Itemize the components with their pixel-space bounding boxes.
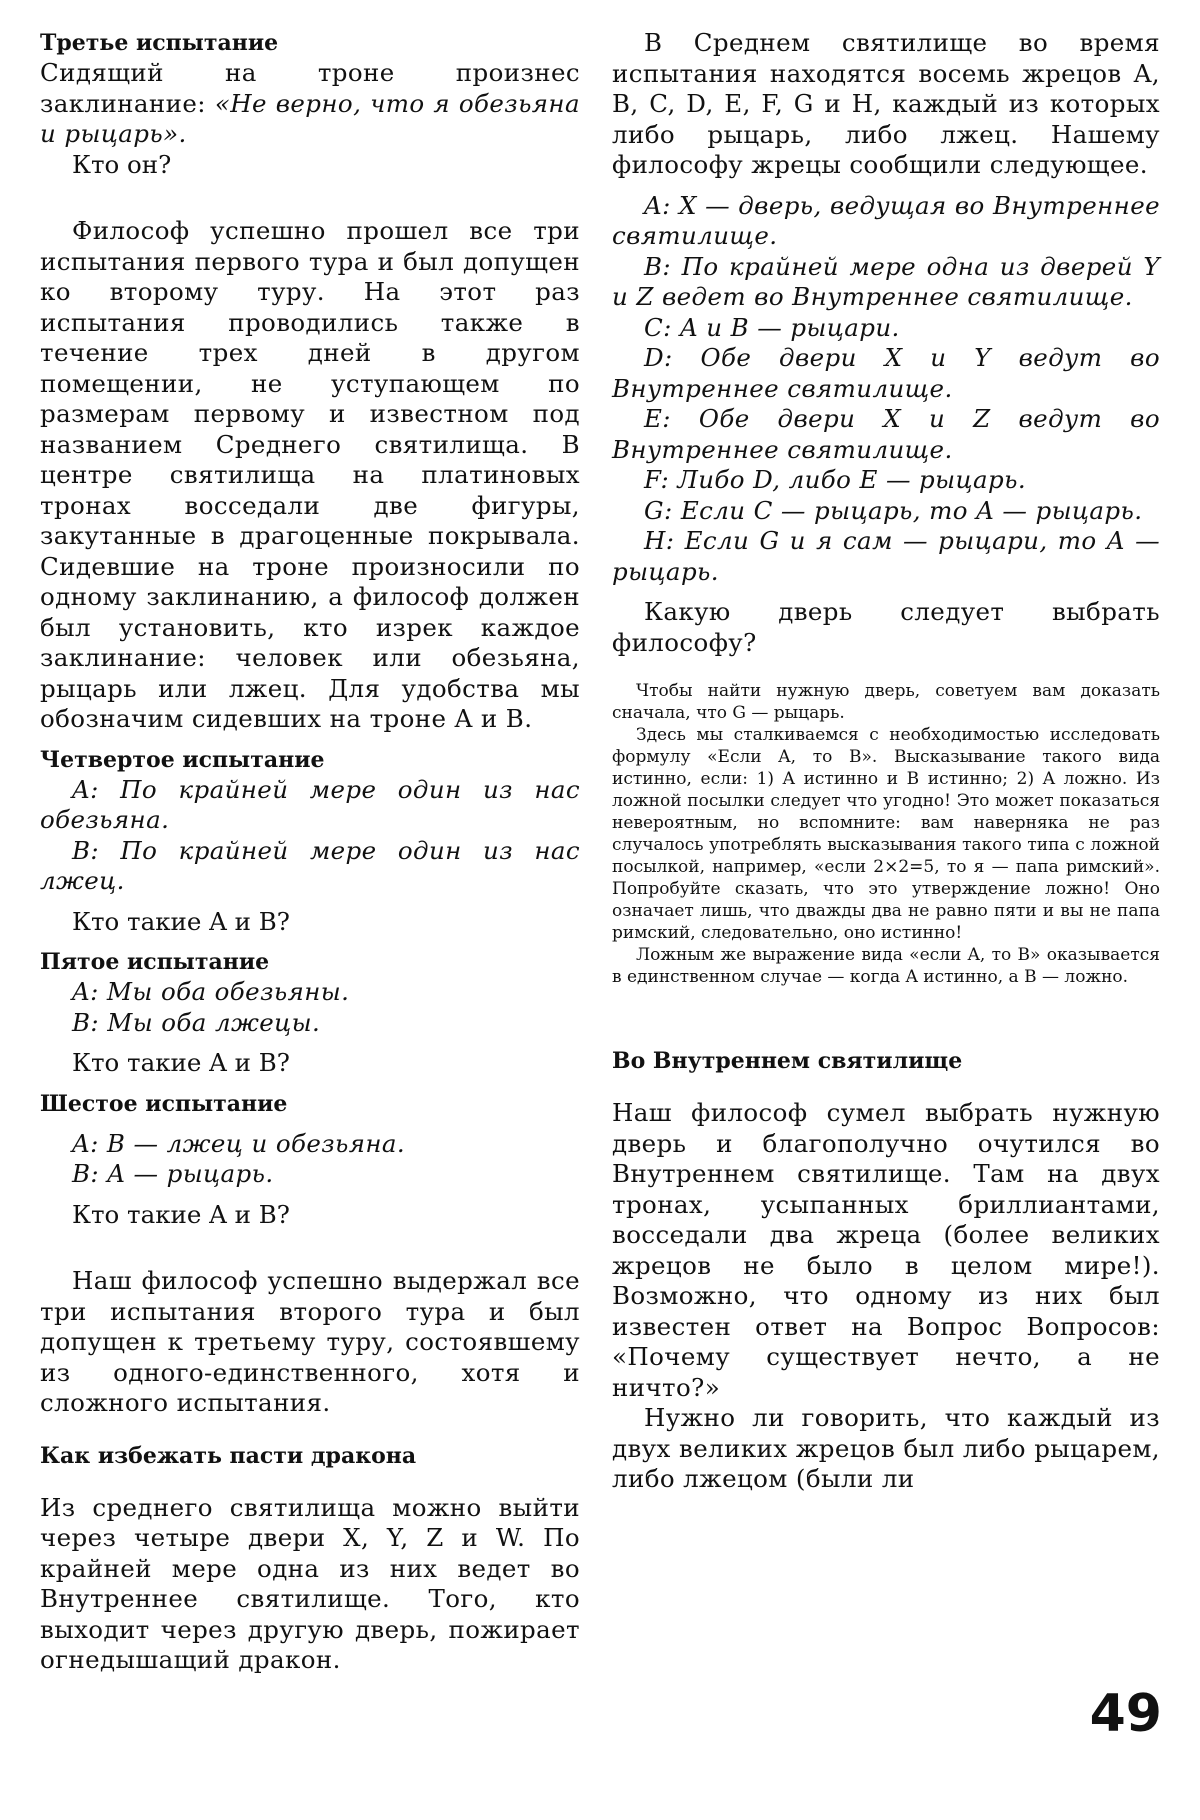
- priest-statements: [612, 191, 1160, 588]
- dragon-text: Из среднего святилища можно выйти через четыре двери X, Y, Z и W. По крайней мере одна из них ведет во Внутреннее святилище. Того, кто выходит через другую дверь, пожирает огнедышащий дракон.: [40, 1492, 580, 1674]
- test6-heading: Шестое испытание: [40, 1090, 288, 1117]
- test3-question: Кто он?: [72, 149, 172, 179]
- test4-statement-a: A: По крайней мере один из нас обезьяна.: [40, 774, 580, 834]
- priest-statement: F: Либо D, либо E — рыцарь.: [644, 465, 1027, 494]
- hint-paragraph: Чтобы найти нужную дверь, советуем вам доказать сначала, что G — рыцарь.: [612, 681, 1160, 723]
- door-question: Какую дверь следует выбрать философу?: [612, 597, 1160, 657]
- priest-statement: C: A и B — рыцари.: [644, 312, 900, 342]
- round2-outro: Наш философ успешно выдержал все три испытания второго тура и был допущен к третьему туру, состоявшему из одного-единственного, хотя и сложного испытания.: [40, 1266, 580, 1417]
- priest-statement: G: Если C — рыцарь, то A — рыцарь.: [644, 495, 1143, 525]
- page-number: 49: [1089, 1684, 1162, 1744]
- left-column: [40, 28, 580, 1676]
- dragon-heading: Как избежать пасти дракона: [40, 1442, 417, 1469]
- priest-statement: B: По крайней мере одна из дверей Y и Z ведет во Внутреннее святилище.: [612, 251, 1160, 311]
- hint-paragraph: Ложным же выражение вида «если A, то B» оказывается в единственном случае — когда A истинно, а B — ложно.: [612, 945, 1160, 987]
- test6-statement-b: B: A — рыцарь.: [72, 1159, 274, 1188]
- test6-question: Кто такие A и B?: [72, 1199, 290, 1229]
- priests-intro: В Среднем святилище во время испытания находятся восемь жрецов A, B, C, D, E, F, G и H, каждый из которых либо рыцарь, либо лжец. Нашему философу жрецы сообщили следующее.: [612, 28, 1160, 179]
- inner-sanctum-p2: Нужно ли говорить, что каждый из двух великих жрецов был либо рыцарем, либо лжецом (были ли: [612, 1403, 1160, 1493]
- test6-statement-a: A: B — лжец и обезьяна.: [72, 1128, 406, 1158]
- test5-question: Кто такие A и B?: [72, 1048, 290, 1077]
- inner-sanctum-heading: Во Внутреннем святилище: [612, 1048, 963, 1074]
- priest-statement: E: Обе двери X и Z ведут во Внутреннее святилище.: [612, 404, 1160, 464]
- priest-statement: A: X — дверь, ведущая во Внутреннее святилище.: [612, 190, 1160, 250]
- hint-paragraph: Здесь мы сталкиваемся с необходимостью исследовать формулу «Если A, то B». Высказывание такого вида истинно, если: 1) A истинно и B истинно; 2) A ложно. Из ложной посылки следует что угодно! Это может показаться невероятным, но вспомните: вам наверняка не раз случалось употреблять высказывания такого типа с ложной посылкой, например, «если 2×2=5, то я — папа римский». Попробуйте сказать, что это утверждение ложно! Оно означает лишь, что дважды два не равно пяти и вы не папа римский, следовательно, оно истинно!: [612, 725, 1160, 943]
- test4-statement-b: B: По крайней мере один из нас лжец.: [40, 835, 580, 895]
- priest-statement: D: Обе двери X и Y ведут во Внутреннее святилище.: [612, 343, 1160, 403]
- test3-heading: Третье испытание: [40, 30, 279, 56]
- test5-statement-a: A: Мы оба обезьяны.: [72, 977, 350, 1006]
- test5-statement-b: B: Мы оба лжецы.: [72, 1007, 321, 1037]
- priest-statement: H: Если G и я сам — рыцари, то A — рыцарь.: [612, 526, 1160, 586]
- inner-sanctum-p1: Наш философ сумел выбрать нужную дверь и благополучно очутился во Внутреннем святилище. Там на двух тронах, усыпанных бриллиантами, восседали два жреца (более великих жрецов не было в целом мире!). Возможно, что одному из них был известен ответ на Вопрос Вопросов: «Почему существует нечто, а не ничто?»: [612, 1098, 1160, 1402]
- test3-text: Сидящий на троне произнес заклинание: «Не верно, что я обезьяна и рыцарь».: [40, 58, 580, 148]
- test5-heading: Пятое испытание: [40, 949, 270, 975]
- test4-question: Кто такие A и B?: [72, 906, 290, 936]
- test4-heading: Четвертое испытание: [40, 746, 325, 773]
- round2-intro: Философ успешно прошел все три испытания первого тура и был допущен ко второму туру. На этот раз испытания проводились также в течение трех дней в другом помещении, не уступающем по размерам первому и известном под названием Среднего святилища. В центре святилища на платиновых тронах восседали две фигуры, закутанные в драгоценные покрывала. Сидевшие на троне произносили по одному заклинанию, а философ должен был установить, кто изрек каждое заклинание: человек или обезьяна, рыцарь или лжец. Для удобства мы обозначим сидевших на троне A и B.: [40, 216, 580, 733]
- right-column: [612, 28, 1160, 1495]
- hint-block: [612, 680, 1160, 988]
